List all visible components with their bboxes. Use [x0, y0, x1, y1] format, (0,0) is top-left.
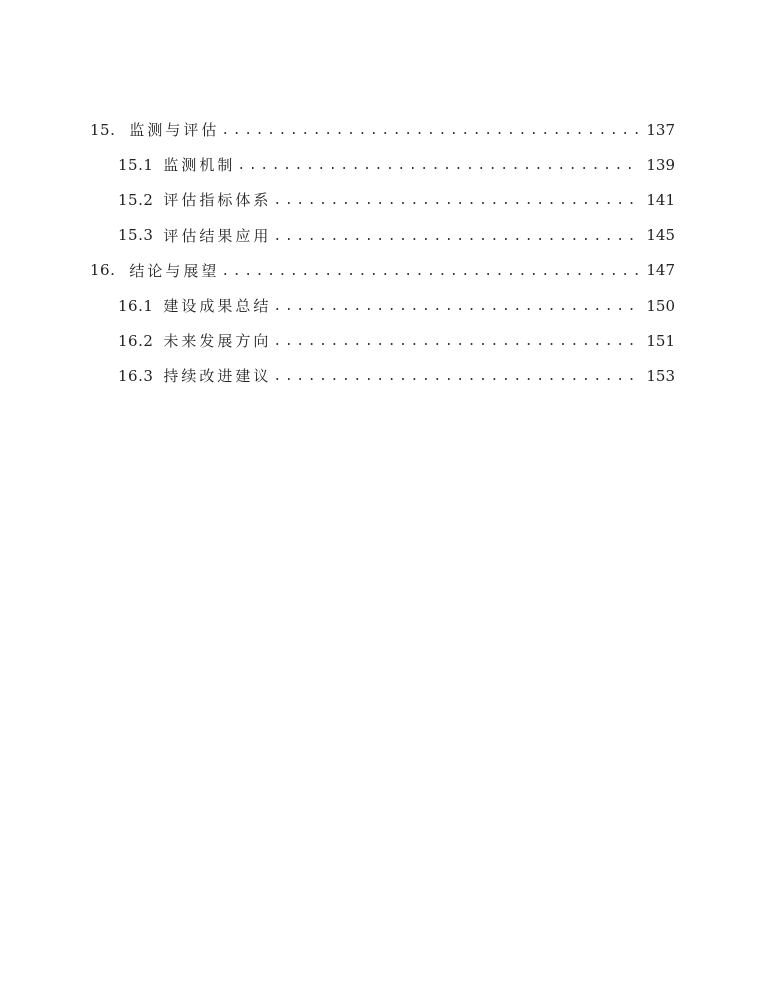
table-of-contents — [0, 112, 765, 394]
toc-entry-16-1[interactable] — [0, 288, 765, 323]
toc-entry-page: 147 — [646, 261, 675, 280]
toc-entry-15-1[interactable] — [0, 147, 765, 182]
toc-entry-title: 持续改进建议 — [163, 367, 272, 386]
toc-entry-title: 结论与展望 — [129, 261, 220, 280]
toc-entry-16-2[interactable] — [0, 323, 765, 358]
toc-entry-page: 150 — [646, 296, 675, 315]
toc-entry-page: 151 — [646, 331, 675, 350]
toc-dot-leader — [237, 159, 634, 172]
toc-dot-leader — [273, 335, 634, 348]
toc-entry-15-3[interactable] — [0, 218, 765, 253]
toc-dot-leader — [273, 194, 634, 207]
toc-entry-16-3[interactable] — [0, 358, 765, 393]
toc-entry-number: 16.3 — [118, 366, 154, 385]
toc-entry-number: 15.2 — [118, 190, 154, 209]
toc-entry-title: 评估结果应用 — [163, 226, 272, 245]
toc-entry-15[interactable] — [0, 112, 765, 147]
toc-dot-leader — [221, 265, 644, 278]
toc-entry-number: 16.1 — [118, 296, 154, 315]
toc-entry-title: 监测机制 — [163, 156, 236, 175]
toc-entry-number: 15. — [90, 120, 116, 139]
toc-entry-page: 141 — [646, 190, 675, 209]
toc-dot-leader — [221, 124, 644, 137]
toc-entry-number: 16. — [90, 261, 116, 280]
toc-entry-title: 未来发展方向 — [163, 332, 272, 351]
toc-entry-16[interactable] — [0, 253, 765, 288]
toc-entry-number: 15.1 — [118, 155, 154, 174]
toc-dot-leader — [273, 370, 634, 383]
toc-entry-title: 监测与评估 — [129, 121, 220, 140]
toc-entry-15-2[interactable] — [0, 182, 765, 217]
toc-entry-number: 16.2 — [118, 331, 154, 350]
toc-entry-page: 145 — [646, 226, 675, 245]
toc-entry-title: 建设成果总结 — [163, 297, 272, 316]
toc-entry-title: 评估指标体系 — [163, 191, 272, 210]
toc-entry-number: 15.3 — [118, 226, 154, 245]
toc-entry-page: 137 — [646, 120, 675, 139]
toc-dot-leader — [273, 300, 634, 313]
toc-dot-leader — [273, 230, 634, 243]
toc-entry-page: 153 — [646, 366, 675, 385]
toc-entry-page: 139 — [646, 155, 675, 174]
